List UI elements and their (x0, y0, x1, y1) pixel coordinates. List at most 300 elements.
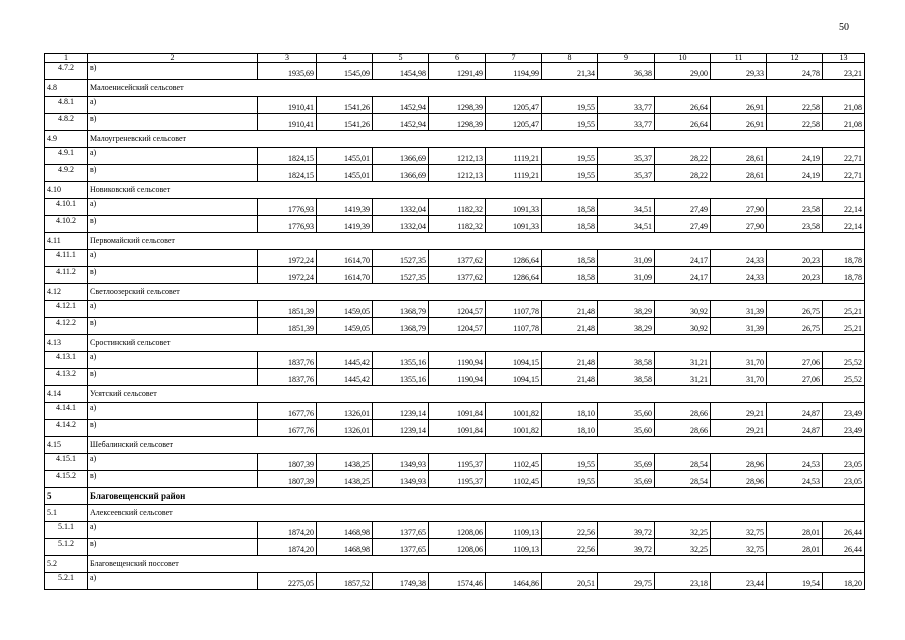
value-cell: 1857,52 (317, 573, 373, 590)
section-name: Благовещенский поссовет (88, 556, 865, 573)
value-cell: 20,23 (767, 267, 823, 284)
value-cell: 35,60 (598, 403, 655, 420)
value-cell: 1677,76 (258, 420, 317, 437)
row-variant: в) (88, 539, 258, 556)
value-cell: 1109,13 (486, 522, 542, 539)
section-code: 5.2 (45, 556, 88, 573)
value-cell: 1419,39 (317, 199, 373, 216)
table-row (45, 148, 865, 165)
section-code: 5 (45, 488, 88, 505)
row-variant: в) (88, 420, 258, 437)
value-cell: 34,51 (598, 216, 655, 233)
value-cell: 30,92 (655, 301, 711, 318)
value-cell: 1366,69 (373, 165, 429, 182)
value-cell: 1195,37 (429, 454, 486, 471)
value-cell: 1194,99 (486, 63, 542, 80)
section-code: 4.10 (45, 182, 88, 199)
row-variant: в) (88, 114, 258, 131)
table-row (45, 216, 865, 233)
value-cell: 22,58 (767, 97, 823, 114)
value-cell: 31,70 (711, 352, 767, 369)
row-code: 4.12.1 (45, 301, 88, 318)
value-cell: 22,58 (767, 114, 823, 131)
value-cell: 1368,79 (373, 301, 429, 318)
value-cell: 28,61 (711, 148, 767, 165)
table-row (45, 114, 865, 131)
value-cell: 1208,06 (429, 522, 486, 539)
value-cell: 1541,26 (317, 114, 373, 131)
row-code: 5.1.2 (45, 539, 88, 556)
value-cell: 23,58 (767, 199, 823, 216)
value-cell: 1837,76 (258, 352, 317, 369)
section-row (45, 505, 865, 522)
value-cell: 1749,38 (373, 573, 429, 590)
value-cell: 1837,76 (258, 369, 317, 386)
value-cell: 1366,69 (373, 148, 429, 165)
value-cell: 1091,84 (429, 403, 486, 420)
section-name: Алексеевский сельсовет (88, 505, 865, 522)
value-cell: 22,71 (823, 165, 865, 182)
row-variant: а) (88, 148, 258, 165)
value-cell: 1001,82 (486, 420, 542, 437)
column-number: 3 (258, 54, 317, 63)
value-cell: 27,06 (767, 369, 823, 386)
value-cell: 28,22 (655, 148, 711, 165)
section-name: Малоугреневский сельсовет (88, 131, 865, 148)
section-name: Сростинский сельсовет (88, 335, 865, 352)
value-cell: 1102,45 (486, 471, 542, 488)
value-cell: 1190,94 (429, 369, 486, 386)
value-cell: 24,78 (767, 63, 823, 80)
value-cell: 24,19 (767, 148, 823, 165)
row-code: 4.8.2 (45, 114, 88, 131)
value-cell: 38,58 (598, 369, 655, 386)
value-cell: 38,58 (598, 352, 655, 369)
value-cell: 1332,04 (373, 216, 429, 233)
value-cell: 32,25 (655, 522, 711, 539)
value-cell: 28,66 (655, 420, 711, 437)
table-row (45, 471, 865, 488)
value-cell: 1119,21 (486, 148, 542, 165)
row-variant: а) (88, 522, 258, 539)
row-variant: а) (88, 97, 258, 114)
value-cell: 38,29 (598, 318, 655, 335)
value-cell: 33,77 (598, 97, 655, 114)
value-cell: 1094,15 (486, 369, 542, 386)
value-cell: 20,51 (542, 573, 598, 590)
value-cell: 1205,47 (486, 97, 542, 114)
value-cell: 1910,41 (258, 114, 317, 131)
column-number: 12 (767, 54, 823, 63)
value-cell: 1452,94 (373, 114, 429, 131)
value-cell: 28,54 (655, 454, 711, 471)
value-cell: 24,53 (767, 471, 823, 488)
value-cell: 1454,98 (373, 63, 429, 80)
value-cell: 18,10 (542, 403, 598, 420)
value-cell: 24,87 (767, 403, 823, 420)
value-cell: 19,55 (542, 114, 598, 131)
value-cell: 21,48 (542, 318, 598, 335)
row-code: 4.15.2 (45, 471, 88, 488)
value-cell: 29,00 (655, 63, 711, 80)
table-row (45, 250, 865, 267)
value-cell: 1972,24 (258, 267, 317, 284)
value-cell: 1874,20 (258, 522, 317, 539)
value-cell: 1377,62 (429, 250, 486, 267)
value-cell: 18,58 (542, 199, 598, 216)
value-cell: 27,90 (711, 216, 767, 233)
section-row (45, 386, 865, 403)
value-cell: 1094,15 (486, 352, 542, 369)
value-cell: 19,54 (767, 573, 823, 590)
value-cell: 28,54 (655, 471, 711, 488)
value-cell: 27,90 (711, 199, 767, 216)
value-cell: 35,37 (598, 165, 655, 182)
value-cell: 1776,93 (258, 216, 317, 233)
value-cell: 25,52 (823, 369, 865, 386)
value-cell: 1459,05 (317, 318, 373, 335)
value-cell: 1332,04 (373, 199, 429, 216)
value-cell: 24,17 (655, 250, 711, 267)
value-cell: 1377,62 (429, 267, 486, 284)
value-cell: 1291,49 (429, 63, 486, 80)
row-variant: а) (88, 301, 258, 318)
value-cell: 21,48 (542, 369, 598, 386)
value-cell: 29,75 (598, 573, 655, 590)
tariff-table (44, 53, 865, 590)
value-cell: 23,49 (823, 403, 865, 420)
value-cell: 27,49 (655, 199, 711, 216)
value-cell: 1459,05 (317, 301, 373, 318)
value-cell: 26,91 (711, 97, 767, 114)
value-cell: 1468,98 (317, 522, 373, 539)
value-cell: 30,92 (655, 318, 711, 335)
row-variant: в) (88, 471, 258, 488)
value-cell: 1286,64 (486, 250, 542, 267)
value-cell: 1541,26 (317, 97, 373, 114)
row-code: 5.1.1 (45, 522, 88, 539)
section-code: 4.13 (45, 335, 88, 352)
value-cell: 1298,39 (429, 97, 486, 114)
section-code: 4.12 (45, 284, 88, 301)
section-row (45, 80, 865, 97)
value-cell: 26,91 (711, 114, 767, 131)
value-cell: 23,21 (823, 63, 865, 80)
value-cell: 33,77 (598, 114, 655, 131)
column-number: 2 (88, 54, 258, 63)
section-name: Усятский сельсовет (88, 386, 865, 403)
value-cell: 23,58 (767, 216, 823, 233)
section-row (45, 233, 865, 250)
value-cell: 1119,21 (486, 165, 542, 182)
table-row (45, 539, 865, 556)
value-cell: 19,55 (542, 165, 598, 182)
row-variant: в) (88, 63, 258, 80)
value-cell: 19,55 (542, 148, 598, 165)
column-number: 10 (655, 54, 711, 63)
value-cell: 1195,37 (429, 471, 486, 488)
table-row (45, 63, 865, 80)
row-code: 4.12.2 (45, 318, 88, 335)
value-cell: 35,60 (598, 420, 655, 437)
value-cell: 1109,13 (486, 539, 542, 556)
value-cell: 1464,86 (486, 573, 542, 590)
value-cell: 1824,15 (258, 148, 317, 165)
value-cell: 23,05 (823, 454, 865, 471)
section-name: Благовещенский район (88, 488, 865, 505)
section-name: Новиковский сельсовет (88, 182, 865, 199)
table-row (45, 97, 865, 114)
value-cell: 21,48 (542, 301, 598, 318)
value-cell: 38,29 (598, 301, 655, 318)
value-cell: 1874,20 (258, 539, 317, 556)
section-row (45, 131, 865, 148)
row-code: 4.10.1 (45, 199, 88, 216)
section-code: 5.1 (45, 505, 88, 522)
value-cell: 1091,33 (486, 216, 542, 233)
row-variant: а) (88, 199, 258, 216)
value-cell: 1935,69 (258, 63, 317, 80)
value-cell: 26,75 (767, 318, 823, 335)
row-variant: в) (88, 369, 258, 386)
value-cell: 1239,14 (373, 420, 429, 437)
value-cell: 1807,39 (258, 454, 317, 471)
row-code: 4.11.1 (45, 250, 88, 267)
value-cell: 1455,01 (317, 165, 373, 182)
value-cell: 31,39 (711, 301, 767, 318)
row-variant: а) (88, 250, 258, 267)
value-cell: 19,55 (542, 97, 598, 114)
value-cell: 1377,65 (373, 539, 429, 556)
value-cell: 1326,01 (317, 403, 373, 420)
value-cell: 28,66 (655, 403, 711, 420)
section-code: 4.11 (45, 233, 88, 250)
value-cell: 1102,45 (486, 454, 542, 471)
value-cell: 1452,94 (373, 97, 429, 114)
column-number: 8 (542, 54, 598, 63)
value-cell: 24,53 (767, 454, 823, 471)
value-cell: 1574,46 (429, 573, 486, 590)
value-cell: 1377,65 (373, 522, 429, 539)
row-code: 4.15.1 (45, 454, 88, 471)
column-number: 5 (373, 54, 429, 63)
value-cell: 1910,41 (258, 97, 317, 114)
value-cell: 28,22 (655, 165, 711, 182)
value-cell: 1455,01 (317, 148, 373, 165)
value-cell: 1001,82 (486, 403, 542, 420)
value-cell: 23,18 (655, 573, 711, 590)
table-row (45, 301, 865, 318)
value-cell: 1182,32 (429, 216, 486, 233)
value-cell: 1438,25 (317, 471, 373, 488)
row-code: 5.2.1 (45, 573, 88, 590)
value-cell: 1824,15 (258, 165, 317, 182)
value-cell: 31,09 (598, 250, 655, 267)
value-cell: 1349,93 (373, 454, 429, 471)
value-cell: 1107,78 (486, 318, 542, 335)
value-cell: 32,25 (655, 539, 711, 556)
value-cell: 39,72 (598, 522, 655, 539)
value-cell: 1204,57 (429, 301, 486, 318)
value-cell: 1212,13 (429, 165, 486, 182)
column-number: 11 (711, 54, 767, 63)
value-cell: 1677,76 (258, 403, 317, 420)
value-cell: 1182,32 (429, 199, 486, 216)
row-variant: а) (88, 573, 258, 590)
value-cell: 1545,09 (317, 63, 373, 80)
value-cell: 26,64 (655, 114, 711, 131)
column-number: 9 (598, 54, 655, 63)
row-variant: а) (88, 352, 258, 369)
row-variant: а) (88, 454, 258, 471)
value-cell: 32,75 (711, 522, 767, 539)
value-cell: 28,96 (711, 454, 767, 471)
value-cell: 1349,93 (373, 471, 429, 488)
column-number: 4 (317, 54, 373, 63)
table-row (45, 522, 865, 539)
value-cell: 18,78 (823, 267, 865, 284)
section-name: Малоенисейский сельсовет (88, 80, 865, 97)
table-row (45, 573, 865, 590)
value-cell: 1355,16 (373, 352, 429, 369)
value-cell: 1208,06 (429, 539, 486, 556)
value-cell: 1239,14 (373, 403, 429, 420)
row-variant: в) (88, 216, 258, 233)
row-code: 4.14.1 (45, 403, 88, 420)
row-code: 4.8.1 (45, 97, 88, 114)
value-cell: 31,21 (655, 369, 711, 386)
value-cell: 28,61 (711, 165, 767, 182)
value-cell: 28,01 (767, 522, 823, 539)
value-cell: 1190,94 (429, 352, 486, 369)
row-code: 4.13.1 (45, 352, 88, 369)
table-row (45, 165, 865, 182)
value-cell: 35,69 (598, 471, 655, 488)
section-name: Первомайский сельсовет (88, 233, 865, 250)
value-cell: 21,48 (542, 352, 598, 369)
value-cell: 26,44 (823, 522, 865, 539)
value-cell: 24,87 (767, 420, 823, 437)
column-number: 1 (45, 54, 88, 63)
value-cell: 1445,42 (317, 352, 373, 369)
table-row (45, 318, 865, 335)
row-variant: в) (88, 267, 258, 284)
value-cell: 31,39 (711, 318, 767, 335)
row-variant: в) (88, 318, 258, 335)
row-code: 4.10.2 (45, 216, 88, 233)
value-cell: 24,19 (767, 165, 823, 182)
table-row (45, 267, 865, 284)
table-row (45, 454, 865, 471)
table-row (45, 420, 865, 437)
column-number: 6 (429, 54, 486, 63)
value-cell: 39,72 (598, 539, 655, 556)
value-cell: 20,23 (767, 250, 823, 267)
row-code: 4.11.2 (45, 267, 88, 284)
value-cell: 31,09 (598, 267, 655, 284)
value-cell: 1438,25 (317, 454, 373, 471)
value-cell: 24,17 (655, 267, 711, 284)
section-row (45, 488, 865, 505)
value-cell: 1807,39 (258, 471, 317, 488)
value-cell: 26,44 (823, 539, 865, 556)
row-code: 4.7.2 (45, 63, 88, 80)
value-cell: 1445,42 (317, 369, 373, 386)
value-cell: 19,55 (542, 454, 598, 471)
value-cell: 21,08 (823, 97, 865, 114)
value-cell: 1298,39 (429, 114, 486, 131)
row-code: 4.9.2 (45, 165, 88, 182)
value-cell: 22,56 (542, 522, 598, 539)
value-cell: 18,58 (542, 250, 598, 267)
value-cell: 29,21 (711, 403, 767, 420)
row-code: 4.14.2 (45, 420, 88, 437)
value-cell: 21,08 (823, 114, 865, 131)
column-number-row (45, 54, 865, 63)
value-cell: 24,33 (711, 267, 767, 284)
value-cell: 18,20 (823, 573, 865, 590)
value-cell: 1468,98 (317, 539, 373, 556)
value-cell: 1286,64 (486, 267, 542, 284)
page-number: 50 (839, 22, 849, 33)
value-cell: 1091,33 (486, 199, 542, 216)
row-code: 4.13.2 (45, 369, 88, 386)
value-cell: 35,37 (598, 148, 655, 165)
column-number: 7 (486, 54, 542, 63)
value-cell: 22,71 (823, 148, 865, 165)
value-cell: 1091,84 (429, 420, 486, 437)
value-cell: 35,69 (598, 454, 655, 471)
section-name: Светлоозерский сельсовет (88, 284, 865, 301)
row-variant: в) (88, 165, 258, 182)
value-cell: 36,38 (598, 63, 655, 80)
value-cell: 1972,24 (258, 250, 317, 267)
table-row (45, 199, 865, 216)
value-cell: 23,05 (823, 471, 865, 488)
value-cell: 25,21 (823, 318, 865, 335)
section-code: 4.9 (45, 131, 88, 148)
section-row (45, 437, 865, 454)
value-cell: 22,56 (542, 539, 598, 556)
section-row (45, 556, 865, 573)
value-cell: 22,14 (823, 199, 865, 216)
section-code: 4.15 (45, 437, 88, 454)
column-number: 13 (823, 54, 865, 63)
value-cell: 1355,16 (373, 369, 429, 386)
value-cell: 18,58 (542, 267, 598, 284)
value-cell: 1212,13 (429, 148, 486, 165)
value-cell: 18,10 (542, 420, 598, 437)
value-cell: 23,44 (711, 573, 767, 590)
table-row (45, 369, 865, 386)
value-cell: 29,21 (711, 420, 767, 437)
value-cell: 21,34 (542, 63, 598, 80)
value-cell: 1204,57 (429, 318, 486, 335)
value-cell: 26,75 (767, 301, 823, 318)
value-cell: 1326,01 (317, 420, 373, 437)
value-cell: 25,52 (823, 352, 865, 369)
value-cell: 31,21 (655, 352, 711, 369)
value-cell: 1614,70 (317, 250, 373, 267)
value-cell: 1107,78 (486, 301, 542, 318)
value-cell: 1614,70 (317, 267, 373, 284)
table-row (45, 352, 865, 369)
value-cell: 18,58 (542, 216, 598, 233)
value-cell: 27,06 (767, 352, 823, 369)
section-row (45, 284, 865, 301)
value-cell: 27,49 (655, 216, 711, 233)
value-cell: 29,33 (711, 63, 767, 80)
